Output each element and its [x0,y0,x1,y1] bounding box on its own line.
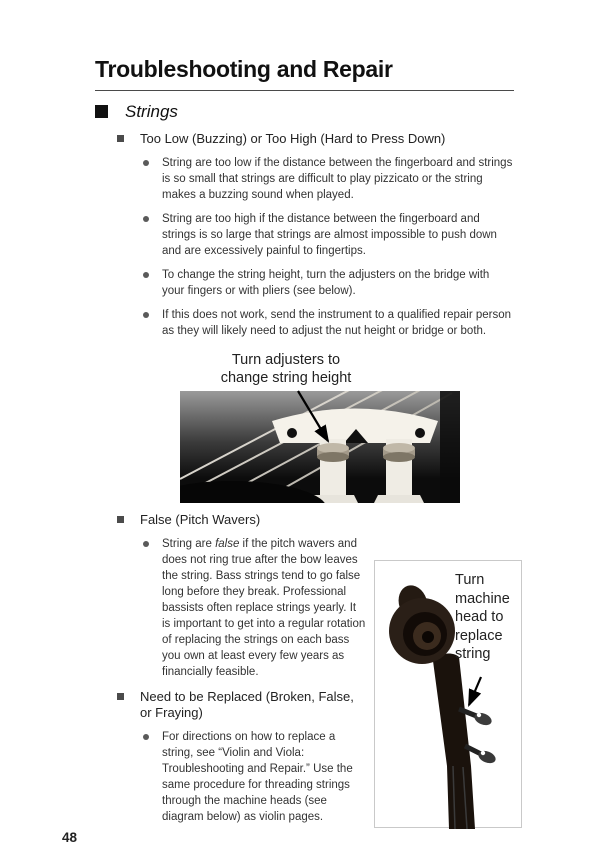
bullet-too-high: String are too high if the distance between the fingerboard and strings is so large that strings are almost impossible to push down and are excessively painful to fingertips. [95,211,514,259]
figure-bridge-caption: Turn adjusters to change string height [220,352,352,386]
section-heading-strings: Strings [95,102,514,122]
bullet-false-strings [95,536,514,680]
bullet-repair-person: If this does not work, send the instrument to a qualified repair person as they will likely need to adjust the nut height or bridge or both. [95,307,514,339]
bullet-false-text-pre: String are [162,538,216,550]
page-number: 48 [62,830,78,845]
bullet-change-height: To change the string height, turn the adjusters on the bridge with your fingers or with pliers (see below). [95,267,514,299]
heading-need-replaced: Need to be Replaced (Broken, False, or Fraying) [95,689,514,721]
bullet-false-text-post: if the pitch wavers and does not ring true after the bow leaves the string. Bass strings tend to go false long before they break. Professional bassists often replace strings yearly. It is important to get into a regular rotation of replacing the strings on each bass you own at least every few years as financially feasible. [162,538,366,678]
bass-bridge-photo [180,391,460,503]
heading-too-low-too-high: Too Low (Buzzing) or Too High (Hard to Press Down) [95,131,514,147]
bullet-too-low: String are too low if the distance between the fingerboard and strings is so small that strings are difficult to play pizzicato or the string makes a buzzing sound when played. [95,155,514,203]
figure-machine-head-caption: Turn machine head to replace string [455,572,510,662]
page-title: Troubleshooting and Repair [95,56,514,91]
bullet-false-text-em: false [215,538,240,550]
heading-false-pitch: False (Pitch Wavers) [95,512,514,528]
bullet-replace-directions: For directions on how to replace a string, see “Violin and Viola: Troubleshooting and Repair.” Use the same procedure for threading strings through the machine heads (see diagram below) as violin pages. [95,729,514,825]
figure-bridge-adjusters [180,349,460,503]
